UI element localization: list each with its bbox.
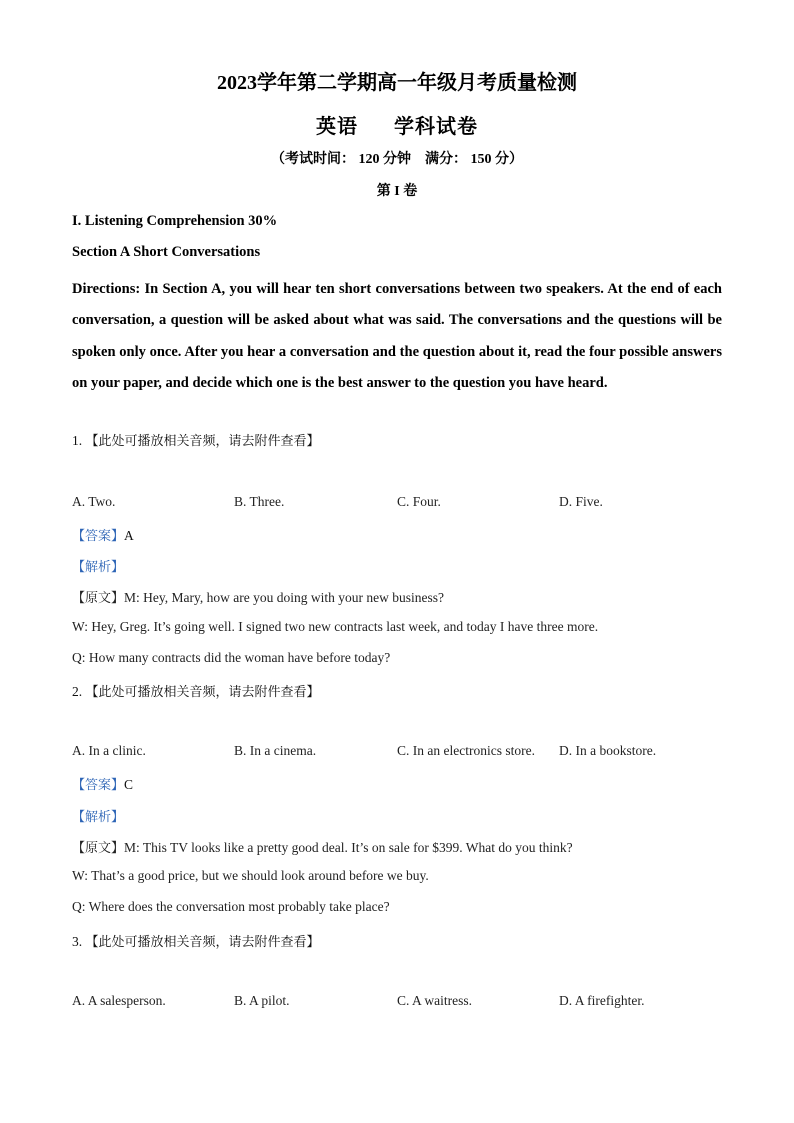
q2-answer: [72, 774, 732, 794]
q1-transcript-line-1: [72, 587, 732, 606]
q2-transcript-line-2: W: That’s a good price, but we should look around before we buy.: [72, 868, 429, 883]
analysis-label: 【解析】: [72, 560, 125, 575]
q1-option-b: B. Three.: [234, 494, 285, 509]
transcript-text: M: This TV looks like a pretty good deal. It’s on sale for $399. What do you think?: [124, 840, 573, 855]
q1-option-d: D. Five.: [559, 494, 603, 509]
q1-option-c: C. Four.: [397, 494, 441, 509]
q1-answer: [72, 525, 732, 545]
question-2-header: [72, 681, 732, 700]
q2-option-a: A. In a clinic.: [72, 743, 146, 758]
q2-option-d: D. In a bookstore.: [559, 743, 657, 758]
part-title: I. Listening Comprehension 30%: [72, 213, 278, 229]
q2-option-b: B. In a cinema.: [234, 743, 317, 758]
q3-option-a: A. A salesperson.: [72, 993, 166, 1008]
q3-option-d: D. A firefighter.: [559, 993, 645, 1008]
transcript-label: 【原文】: [72, 591, 125, 606]
answer-label: 【答案】: [72, 529, 125, 544]
exam-title: 2023学年第二学期高一年级月考质量检测: [217, 72, 577, 94]
transcript-label: 【原文】: [72, 841, 125, 856]
answer-value: A: [124, 528, 134, 543]
q2-analysis: [72, 806, 732, 826]
question-1-header: [72, 430, 732, 449]
directions-text: Directions: In Section A, you will hear ten short conversations between two speakers. At the end of each conversation, a question will be asked about what was said. The conversations and the questions will be spoken only once. After you hear a conversation and the question about it, read the four possible answers on your paper, and decide which one is the best answer to the question you have heard.: [72, 281, 722, 391]
answer-value: C: [124, 777, 134, 792]
subject-paper-label: 学科试卷: [394, 116, 478, 138]
subject-name: 英语: [316, 116, 358, 138]
question-number: 2.: [72, 684, 83, 699]
q3-option-b: B. A pilot.: [234, 993, 290, 1008]
audio-note: 【此处可播放相关音频，请去附件查看】: [85, 434, 320, 449]
analysis-label: 【解析】: [72, 810, 125, 825]
subject-title: [0, 110, 794, 139]
q3-option-c: C. A waitress.: [397, 993, 473, 1008]
q1-option-a: A. Two.: [72, 494, 116, 509]
q2-option-c: C. In an electronics store.: [397, 743, 535, 758]
question-3-header: [72, 931, 732, 950]
q2-transcript-line-1: [72, 837, 732, 856]
exam-info: （考试时间： 120 分钟 满分： 150 分）: [271, 152, 523, 167]
q1-analysis: [72, 556, 732, 576]
section-title: Section A Short Conversations: [72, 244, 261, 260]
volume-label: 第 I 卷: [376, 184, 418, 199]
answer-label: 【答案】: [72, 778, 125, 793]
question-number: 3.: [72, 934, 83, 949]
question-number: 1.: [72, 433, 83, 448]
q1-transcript-line-2: W: Hey, Greg. It’s going well. I signed two new contracts last week, and today I have three more.: [72, 619, 599, 634]
transcript-text: M: Hey, Mary, how are you doing with your new business?: [124, 590, 444, 605]
q2-transcript-question: Q: Where does the conversation most probably take place?: [72, 899, 390, 914]
audio-note: 【此处可播放相关音频，请去附件查看】: [85, 685, 320, 700]
q1-transcript-question: Q: How many contracts did the woman have before today?: [72, 650, 391, 665]
audio-note: 【此处可播放相关音频，请去附件查看】: [85, 935, 320, 950]
